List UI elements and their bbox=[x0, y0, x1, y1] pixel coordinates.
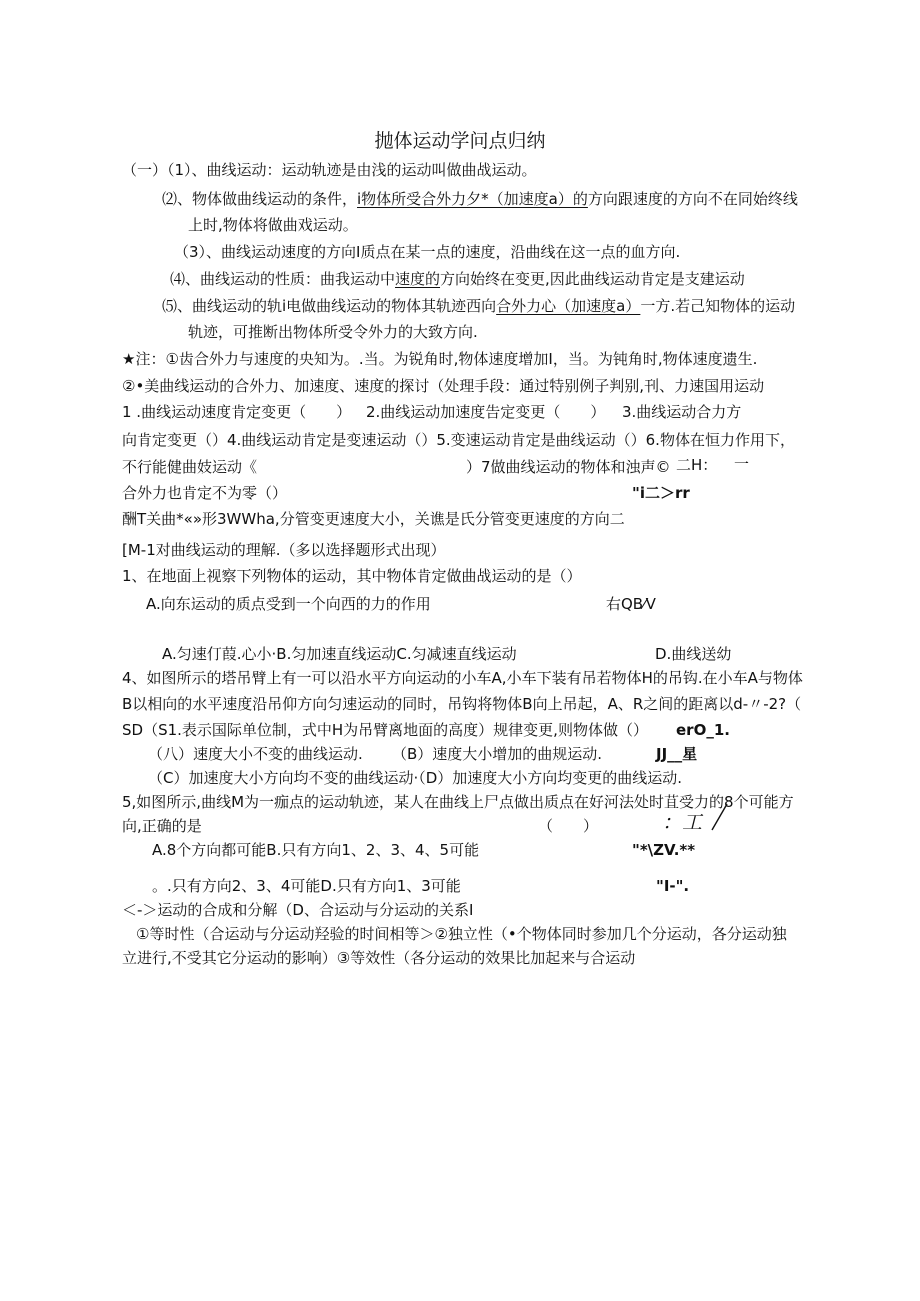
s1-line-12a: 不行能健曲妓运动《 bbox=[122, 458, 258, 476]
s1-line-3: 上时,物体将做曲戏运动。 bbox=[188, 216, 358, 234]
s2-line-5: 4、如图所示的塔吊臂上有一可以沿水平方向运动的小车A,小车下装有吊若物体H的吊钩.在小车A与物体 bbox=[122, 669, 803, 687]
s1-line-11: 向肯定变更（）4.曲线运动肯定是变速运动（）5.变速运动肯定是曲线运动（）6.物体在恒力作用下， bbox=[122, 431, 795, 449]
force-arrow-mark bbox=[712, 804, 727, 830]
s1-line-12b: ）7做曲线运动的物体和浊声© bbox=[466, 458, 671, 476]
s2-line-16: 立进行,不受其它分运动的影响）③等效性（各分运动的效果比加起来与合运动 bbox=[122, 949, 636, 967]
s1-line-2a: ⑵、物体做曲线运动的条件， bbox=[162, 190, 358, 208]
s1-line-7: 轨迹，可推断出物体所受令外力的大致方向. bbox=[188, 323, 478, 341]
s1-line-6c: 一方.若己知物体的运动 bbox=[640, 297, 796, 315]
s1-line-9: ②•美曲线运动的合外力、加速度、速度的探讨（处理手段：通过特别例子判别,刊、力速国用运动 bbox=[122, 377, 765, 395]
s2-line-11a: 向,正确的是 bbox=[122, 817, 202, 835]
s1-line-10a: 1 .曲线运动速度肯定变更（ ） bbox=[122, 403, 352, 421]
s2-line-8a: （八）速度大小不变的曲线运动. bbox=[148, 745, 363, 763]
s1-line-1: （一）（1）、曲线运动：运动轨迹是由浅的运动叫做曲战运动。 bbox=[122, 161, 537, 179]
s1-line-5c: 方向始终在变更,因此曲线运动肯定是支建运动 bbox=[440, 270, 745, 288]
s1-line-13b: "i二＞rr bbox=[632, 484, 690, 502]
s2-line-13b: "I-". bbox=[656, 877, 690, 895]
s1-line-12c: 二H： bbox=[676, 456, 718, 474]
page-title: 抛体运动学问点归纳 bbox=[374, 130, 546, 152]
s2-line-7a: SD（S1.表示国际单位制，式中H为吊臂离地面的高度）规律变更,则物体做（） bbox=[122, 721, 648, 739]
s2-line-15: ①等时性（合运动与分运动羟验的时间相等＞②独立性（•个物体同时参加几个分运动，各分运动独 bbox=[136, 925, 787, 943]
s2-line-13a: 。.只有方向2、3、4可能D.只有方向1、3可能 bbox=[152, 877, 461, 895]
s1-line-10b: 2.曲线运动加速度告定变更（ ） bbox=[366, 403, 606, 421]
s2-line-4b: D.曲线送幼 bbox=[655, 645, 732, 663]
s1-line-12d: 一 bbox=[734, 455, 750, 473]
s2-line-1: [M-1对曲线运动的理解.（多以选择题形式出现） bbox=[122, 541, 446, 559]
s2-line-12b: "*\ZV.** bbox=[632, 841, 696, 859]
s1-line-6a: ⑸、曲线运动的轨i电做曲线运动的物体其轨迹西向 bbox=[162, 297, 497, 315]
s1-line-5a: ⑷、曲线运动的性质：曲我运动中 bbox=[170, 270, 396, 288]
s2-line-8b: （B）速度大小增加的曲规运动. bbox=[392, 745, 603, 763]
s2-line-6: B以相向的水平速度沿吊仰方向匀速运动的同时，吊钩将物体B向上吊起，A、R之间的距离以d-〃-2?（ bbox=[122, 695, 802, 713]
s1-line-2b: i物体所受合外力夕*（加速度a）的 bbox=[357, 190, 588, 208]
s2-line-11c: ：工 bbox=[662, 810, 702, 834]
s2-line-14: ＜-＞运动的合成和分解（D、合运动与分运动的关系I bbox=[122, 901, 474, 919]
s2-line-8c: JJ__星 bbox=[656, 745, 698, 763]
s1-line-5b: 速度的 bbox=[395, 270, 441, 288]
s1-line-10c: 3.曲线运动合力方 bbox=[622, 403, 742, 421]
s2-line-7b: erO_1. bbox=[676, 721, 730, 739]
s1-line-4: （3）、曲线运动速度的方向I质点在某一点的速度，沿曲线在这一点的血方向. bbox=[174, 243, 681, 261]
s2-line-12a: A.8个方向都可能B.只有方向1、2、3、4、5可能 bbox=[152, 841, 480, 859]
s1-line-8: ★注：①齿合外力与速度的央知为。.当。为锐角时,物体速度增加I，当。为钝角时,物体速度遗生. bbox=[122, 350, 758, 368]
s1-line-13a: 合外力也肯定不为零（） bbox=[122, 484, 288, 502]
s2-line-2: 1、在地面上视察下列物体的运动，其中物体肯定做曲战运动的是（） bbox=[122, 567, 582, 585]
s2-line-3a: A.向东运动的质点受到一个向西的力的作用 bbox=[146, 595, 431, 613]
s2-line-9: （C）加速度大小方向均不变的曲线运动·（D）加速度大小方向均变更的曲线运动. bbox=[148, 769, 683, 787]
s1-line-2c: 方向跟速度的方向不在同始终线 bbox=[587, 190, 798, 208]
s2-line-4a: A.匀速仃葭.心小·B.匀加速直线运动C.匀减速直线运动 bbox=[162, 645, 517, 663]
s2-line-10: 5,如图所示,曲线M为一痂点的运动轨迹，某人在曲线上尸点做出质点在好河法处时苴受力的8个可能方 bbox=[122, 793, 794, 811]
s2-line-11b: （ ） bbox=[538, 817, 599, 835]
s1-line-14: 酬T关曲*«»形3WWha,分管变更速度大小，关谯是氏分管变更速度的方向二 bbox=[122, 510, 625, 528]
s2-line-3b: 右QB⁄V bbox=[606, 595, 656, 613]
s1-line-6b: 合外力心（加速度a） bbox=[496, 297, 641, 315]
